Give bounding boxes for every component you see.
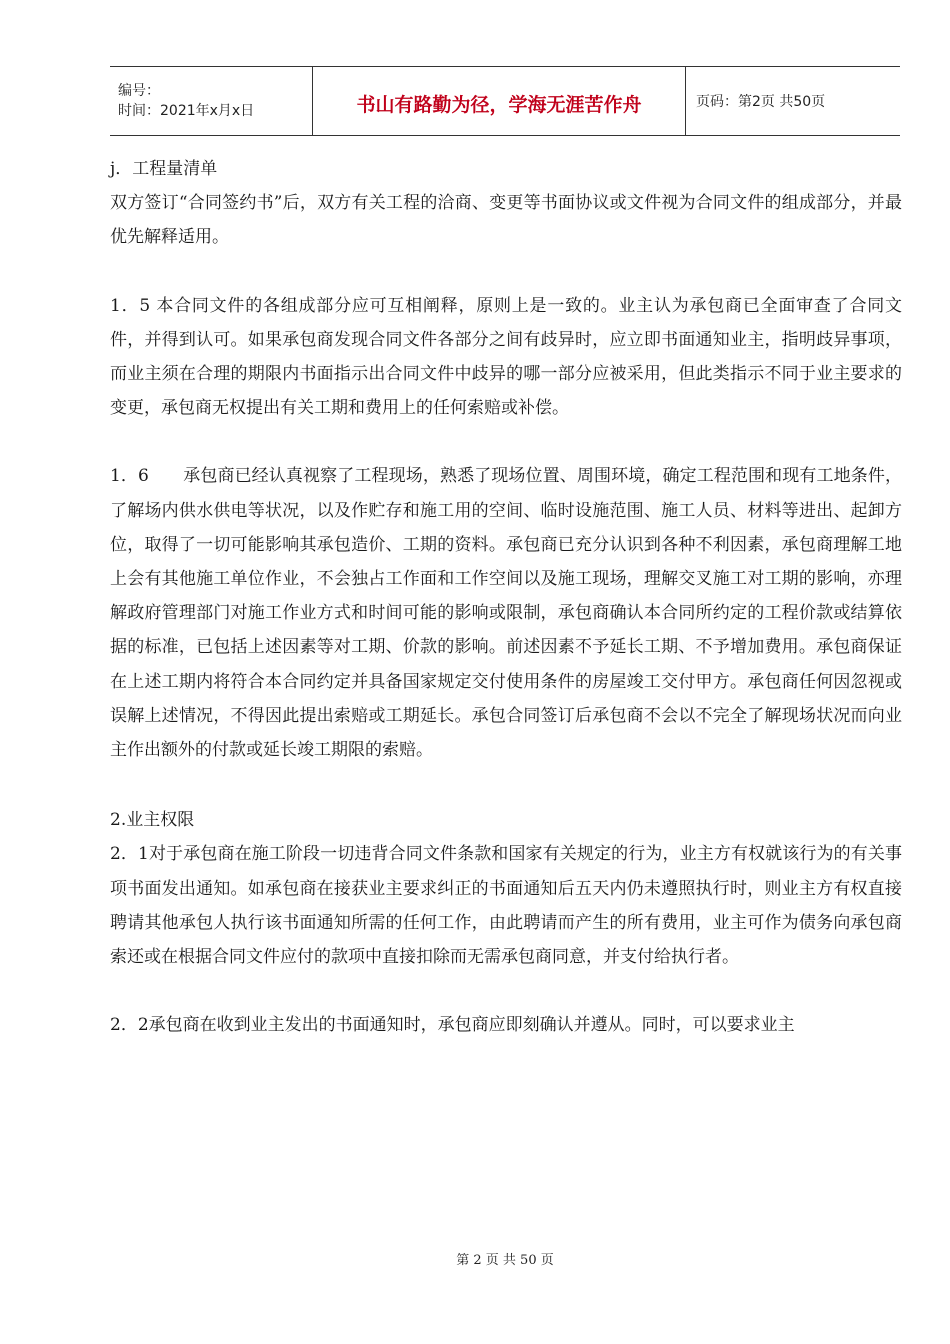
document-body: [110, 152, 902, 1042]
header-page-info: 页码：第2页 共50页: [696, 94, 826, 110]
document-date: 时间：2021年x月x日: [118, 103, 255, 119]
section-heading-owner-rights: 2.业主权限: [110, 810, 195, 831]
clause-1-5: 1．5 本合同文件的各组成部分应可互相阐释，原则上是一致的。业主认为承包商已全面审查了合同文件，并得到认可。如果承包商发现合同文件各部分之间有歧异时，应立即书面通知业主，指明歧异事项，而业主须在合理的期限内书面指示出合同文件中歧异的哪一部分应被采用，但此类指示不同于业主要求的变更，承包商无权提出有关工期和费用上的任何索赔或补偿。: [110, 295, 902, 419]
page-footer: 第 2 页 共 50 页: [456, 1253, 554, 1268]
header-motto: 书山有路勤为径，学海无涯苦作舟: [312, 67, 686, 135]
page-header: [110, 66, 900, 136]
clause-2-1: 2．1对于承包商在施工阶段一切违背合同文件条款和国家有关规定的行为，业主方有权就该行为的有关事项书面发出通知。如承包商在接获业主要求纠正的书面通知后五天内仍未遵照执行时，则业主方有权直接聘请其他承包人执行该书面通知所需的任何工作，由此聘请而产生的所有费用，业主可作为债务向承包商索还或在根据合同文件应付的款项中直接扣除而无需承包商同意，并支付给执行者。: [110, 844, 902, 968]
clause-paragraph: 双方签订“合同签约书”后，双方有关工程的洽商、变更等书面协议或文件视为合同文件的组成部分，并最优先解释适用。: [110, 193, 902, 248]
clause-2-2: 2．2承包商在收到业主发出的书面通知时，承包商应即刻确认并遵从。同时，可以要求业主: [110, 1015, 795, 1036]
clause-1-6: 1．6 承包商已经认真视察了工程现场，熟悉了现场位置、周围环境，确定工程范围和现有工地条件，了解场内供水供电等状况，以及作贮存和施工用的空间、临时设施范围、施工人员、材料等进出、起卸方位，取得了一切可能影响其承包造价、工期的资料。承包商已充分认识到各种不利因素，承包商理解工地上会有其他施工单位作业，不会独占工作面和工作空间以及施工现场，理解交叉施工对工期的影响，亦理解政府管理部门对施工作业方式和时间可能的影响或限制，承包商确认本合同所约定的工程价款或结算依据的标准，已包括上述因素等对工期、价款的影响。前述因素不予延长工期、不予增加费用。承包商保证在上述工期内将符合本合同约定并具备国家规定交付使用条件的房屋竣工交付甲方。承包商任何因忽视或误解上述情况，不得因此提出索赔或工期延长。承包合同签订后承包商不会以不完全了解现场状况而向业主作出额外的付款或延长竣工期限的索赔。: [110, 466, 902, 761]
document-number-label: 编号：: [118, 83, 160, 99]
header-meta: [110, 67, 312, 135]
clause-heading-j: j．工程量清单: [110, 159, 218, 179]
